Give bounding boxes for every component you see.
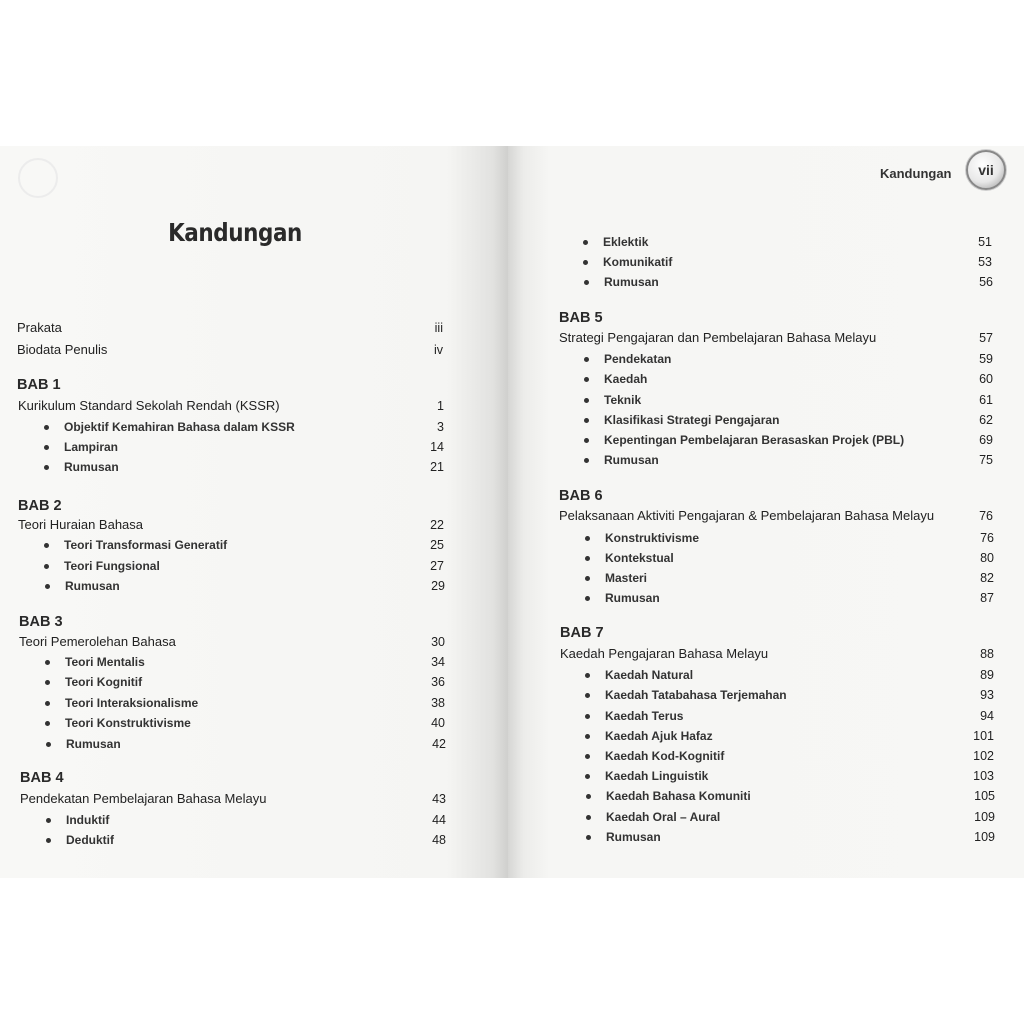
chapter-heading (0, 612, 508, 632)
toc-entry-label: Rumusan (66, 737, 121, 751)
toc-entry-label: Pendekatan Pembelajaran Bahasa Melayu (20, 791, 267, 806)
toc-entry-label: Teori Mentalis (65, 655, 145, 669)
toc-entry-label: Kurikulum Standard Sekolah Rendah (KSSR) (18, 398, 280, 413)
bullet-icon (45, 701, 50, 706)
toc-entry-label: Masteri (605, 571, 648, 585)
page-title: Kandungan (168, 218, 302, 247)
toc-entry-label: Kaedah Oral – Aural (606, 810, 721, 824)
bullet-icon (584, 280, 589, 285)
toc-subentry (508, 588, 1024, 608)
toc-entry-label: Konstruktivisme (605, 531, 700, 545)
faded-page-number-badge (18, 158, 58, 198)
bullet-icon (585, 693, 590, 698)
toc-page-number: 51 (978, 235, 992, 249)
chapter-label: BAB 2 (18, 498, 62, 514)
toc-page-number: 22 (430, 518, 444, 532)
bullet-icon (44, 465, 49, 470)
toc-page-number: 40 (431, 716, 445, 730)
toc-subentry (0, 734, 508, 754)
bullet-icon (45, 660, 50, 665)
toc-entry-label: Biodata Penulis (17, 342, 108, 357)
toc-page-number: 1 (437, 399, 444, 413)
toc-subentry (0, 693, 508, 713)
toc-page-number: 69 (979, 433, 993, 447)
toc-entry-label: Teori Konstruktivisme (65, 716, 191, 730)
bullet-icon (44, 543, 49, 548)
toc-page-number: 43 (432, 792, 446, 806)
toc-entry-label: Rumusan (605, 591, 660, 605)
toc-subentry (0, 457, 508, 477)
page-number-badge: vii (966, 150, 1006, 190)
left-page (0, 146, 508, 878)
bullet-icon (45, 721, 50, 726)
toc-page-number: 105 (974, 789, 995, 803)
toc-page-number: 89 (980, 668, 994, 682)
bullet-icon (585, 596, 590, 601)
toc-subentry (508, 766, 1024, 786)
toc-entry-label: Prakata (17, 320, 62, 335)
toc-page-number: 14 (430, 440, 444, 454)
toc-subentry (508, 390, 1024, 410)
bullet-icon (584, 377, 589, 382)
toc-entry-label: Kepentingan Pembelajaran Berasaskan Projek (PBL) (604, 433, 905, 447)
toc-subentry (508, 272, 1024, 292)
chapter-heading (508, 486, 1024, 506)
toc-subentry (508, 548, 1024, 568)
bullet-icon (46, 818, 51, 823)
toc-entry-label: Induktif (66, 813, 110, 827)
toc-entry (508, 644, 1024, 664)
toc-page-number: 34 (431, 655, 445, 669)
toc-page-number: 88 (980, 647, 994, 661)
running-header: Kandungan (880, 166, 952, 181)
toc-page-number: 38 (431, 696, 445, 710)
toc-subentry (508, 726, 1024, 746)
toc-subentry (0, 417, 508, 437)
toc-entry-label: Eklektik (603, 235, 649, 249)
bullet-icon (584, 438, 589, 443)
toc-entry-label: Komunikatif (603, 255, 673, 269)
chapter-heading (508, 308, 1024, 328)
bullet-icon (585, 774, 590, 779)
toc-page-number: 109 (974, 810, 995, 824)
toc-entry-label: Rumusan (606, 830, 661, 844)
chapter-label: BAB 5 (559, 310, 603, 326)
toc-page-number: 94 (980, 709, 994, 723)
toc-page-number: 101 (973, 729, 994, 743)
toc-entry-label: Kontekstual (605, 551, 674, 565)
toc-entry-label: Kaedah Bahasa Komuniti (606, 789, 751, 803)
bullet-icon (45, 584, 50, 589)
toc-entry-label: Pelaksanaan Aktiviti Pengajaran & Pembelajaran Bahasa Melayu (559, 508, 935, 523)
toc-page-number: 60 (979, 372, 993, 386)
bullet-icon (585, 556, 590, 561)
toc-entry (0, 396, 508, 416)
bullet-icon (584, 458, 589, 463)
bullet-icon (584, 398, 589, 403)
toc-subentry (508, 665, 1024, 685)
toc-page-number: 61 (979, 393, 993, 407)
toc-entry-label: Kaedah Kod-Kognitif (605, 749, 725, 763)
toc-page-number: 87 (980, 591, 994, 605)
toc-page-number: 76 (979, 509, 993, 523)
chapter-heading (0, 496, 508, 516)
toc-entry-label: Kaedah Linguistik (605, 769, 709, 783)
toc-entry-label: Rumusan (604, 453, 659, 467)
toc-subentry (0, 576, 508, 596)
toc-page-number: 76 (980, 531, 994, 545)
toc-subentry (508, 410, 1024, 430)
toc-page-number: 42 (432, 737, 446, 751)
bullet-icon (585, 536, 590, 541)
toc-entry-label: Rumusan (604, 275, 659, 289)
bullet-icon (583, 240, 588, 245)
toc-entry-label: Kaedah (604, 372, 648, 386)
bullet-icon (44, 425, 49, 430)
toc-page-number: iii (434, 321, 443, 335)
toc-page-number: 82 (980, 571, 994, 585)
toc-subentry (508, 430, 1024, 450)
toc-subentry (508, 450, 1024, 470)
chapter-label: BAB 4 (20, 770, 64, 786)
bullet-icon (46, 742, 51, 747)
toc-entry (0, 632, 508, 652)
toc-page-number: 59 (979, 352, 993, 366)
bullet-icon (586, 794, 591, 799)
toc-entry-label: Teori Pemerolehan Bahasa (19, 634, 176, 649)
bullet-icon (586, 835, 591, 840)
toc-entry-label: Kaedah Natural (605, 668, 694, 682)
toc-subentry (508, 807, 1024, 827)
toc-entry-label: Teori Huraian Bahasa (18, 517, 144, 532)
toc-entry-label: Kaedah Ajuk Hafaz (605, 729, 713, 743)
bullet-icon (584, 357, 589, 362)
toc-subentry (508, 528, 1024, 548)
toc-page-number: 48 (432, 833, 446, 847)
toc-entry-label: Deduktif (66, 833, 114, 847)
toc-page-number: 57 (979, 331, 993, 345)
toc-page-number: 75 (979, 453, 993, 467)
toc-entry-label: Kaedah Terus (605, 709, 684, 723)
bullet-icon (585, 734, 590, 739)
bullet-icon (583, 260, 588, 265)
chapter-label: BAB 6 (559, 488, 603, 504)
chapter-heading (0, 375, 508, 395)
bullet-icon (585, 714, 590, 719)
toc-subentry (508, 827, 1024, 847)
toc-page-number: 53 (978, 255, 992, 269)
toc-subentry (0, 713, 508, 733)
toc-entry-label: Rumusan (64, 460, 119, 474)
toc-subentry (508, 786, 1024, 806)
toc-subentry (508, 252, 1024, 272)
chapter-label: BAB 7 (560, 625, 604, 641)
toc-entry-label: Teori Transformasi Generatif (64, 538, 228, 552)
chapter-label: BAB 1 (17, 377, 61, 393)
toc-page-number: 30 (431, 635, 445, 649)
toc-page-number: 3 (437, 420, 444, 434)
toc-entry (0, 318, 508, 338)
toc-subentry (508, 685, 1024, 705)
toc-entry-label: Lampiran (64, 440, 119, 454)
right-page (508, 146, 1024, 878)
toc-page-number: 93 (980, 688, 994, 702)
chapter-label: BAB 3 (19, 614, 63, 630)
toc-entry (0, 340, 508, 360)
toc-entry-label: Teori Kognitif (65, 675, 143, 689)
toc-page-number: iv (433, 343, 443, 357)
toc-entry-label: Objektif Kemahiran Bahasa dalam KSSR (64, 420, 295, 434)
book-spread (0, 146, 1024, 878)
toc-entry-label: Klasifikasi Strategi Pengajaran (604, 413, 780, 427)
toc-entry (508, 328, 1024, 348)
toc-subentry (0, 437, 508, 457)
toc-subentry (0, 830, 508, 850)
toc-entry (0, 789, 508, 809)
chapter-heading (0, 768, 508, 788)
toc-entry (0, 515, 508, 535)
toc-page-number: 21 (430, 460, 444, 474)
toc-page-number: 56 (979, 275, 993, 289)
toc-page-number: 44 (432, 813, 446, 827)
toc-entry-label: Kaedah Pengajaran Bahasa Melayu (560, 646, 769, 661)
toc-entry (508, 506, 1024, 526)
toc-entry-label: Rumusan (65, 579, 120, 593)
bullet-icon (44, 445, 49, 450)
toc-entry-label: Teori Fungsional (64, 559, 160, 573)
bullet-icon (46, 838, 51, 843)
bullet-icon (584, 418, 589, 423)
toc-subentry (508, 568, 1024, 588)
toc-page-number: 103 (973, 769, 994, 783)
toc-page-number: 109 (974, 830, 995, 844)
bullet-icon (585, 673, 590, 678)
toc-subentry (0, 652, 508, 672)
toc-subentry (0, 810, 508, 830)
toc-page-number: 25 (430, 538, 444, 552)
toc-entry-label: Strategi Pengajaran dan Pembelajaran Bahasa Melayu (559, 330, 877, 345)
toc-page-number: 80 (980, 551, 994, 565)
toc-page-number: 27 (430, 559, 444, 573)
toc-subentry (508, 232, 1024, 252)
toc-page-number: 62 (979, 413, 993, 427)
toc-subentry (508, 349, 1024, 369)
toc-entry-label: Kaedah Tatabahasa Terjemahan (605, 688, 787, 702)
toc-subentry (0, 556, 508, 576)
toc-subentry (0, 535, 508, 555)
bullet-icon (585, 754, 590, 759)
toc-subentry (0, 672, 508, 692)
bullet-icon (586, 815, 591, 820)
toc-page-number: 36 (431, 675, 445, 689)
toc-subentry (508, 369, 1024, 389)
toc-page-number: 29 (431, 579, 445, 593)
chapter-heading (508, 623, 1024, 643)
toc-entry-label: Teknik (604, 393, 642, 407)
toc-subentry (508, 746, 1024, 766)
toc-entry-label: Pendekatan (604, 352, 672, 366)
toc-subentry (508, 706, 1024, 726)
bullet-icon (44, 564, 49, 569)
bullet-icon (45, 680, 50, 685)
bullet-icon (585, 576, 590, 581)
toc-entry-label: Teori Interaksionalisme (65, 696, 199, 710)
toc-page-number: 102 (973, 749, 994, 763)
